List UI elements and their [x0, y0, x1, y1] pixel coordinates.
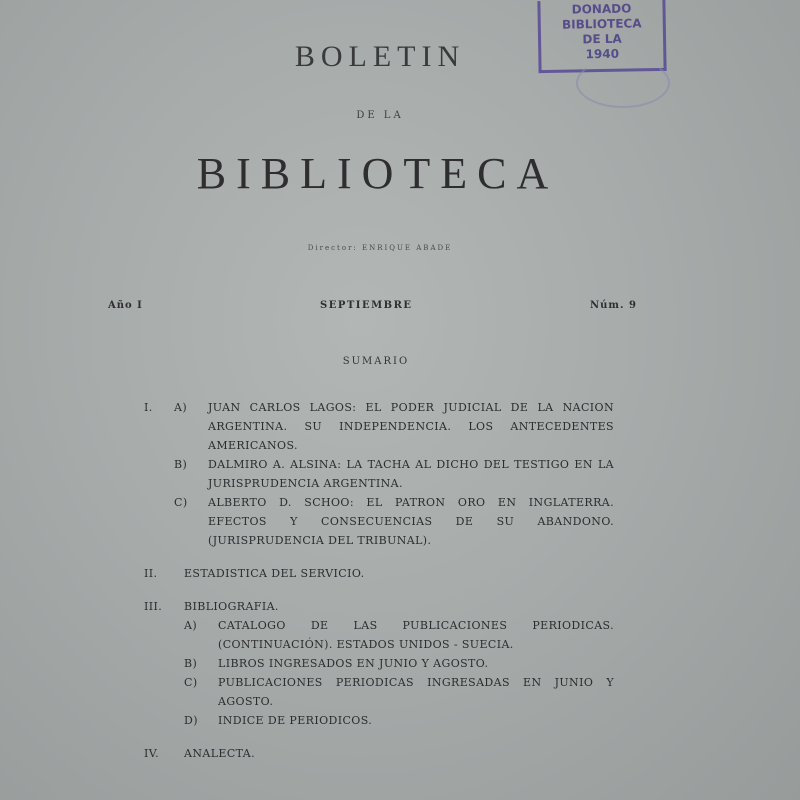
subitem-letter: D): [184, 714, 198, 727]
year-label: Año I: [108, 300, 143, 311]
toc-section: [144, 597, 614, 730]
toc-subitem: [184, 616, 614, 654]
stamp-line: 1940: [585, 46, 620, 62]
toc-subitem: [174, 398, 614, 455]
section-text: ANALECTA.: [184, 747, 256, 760]
subitem-text: CATALOGO DE LAS PUBLICACIONES PERIODICAS. (CONTINUACIÓN). ESTADOS UNIDOS - SUECIA.: [218, 619, 614, 651]
stamp-line: DONADO: [571, 1, 632, 17]
section-number: III.: [144, 600, 163, 613]
toc-subitem: [184, 654, 614, 673]
stamp-line: BIBLIOTECA: [561, 16, 642, 32]
toc-section: [144, 744, 614, 763]
subitem-letter: C): [174, 496, 188, 509]
month-label: SEPTIEMBRE: [320, 300, 413, 311]
toc-subitem: [184, 711, 614, 730]
subitem-text: PUBLICACIONES PERIODICAS INGRESADAS EN JUNIO Y AGOSTO.: [218, 676, 614, 708]
subitem-text: JUAN CARLOS LAGOS: EL PODER JUDICIAL DE LA NACION ARGENTINA. SU INDEPENDENCIA. LOS ANTECEDENTES AMERICANOS.: [208, 401, 614, 452]
table-of-contents: [144, 398, 614, 763]
section-text: ESTADISTICA DEL SERVICIO.: [184, 567, 365, 580]
subitem-letter: B): [174, 458, 188, 471]
subitem-text: LIBROS INGRESADOS EN JUNIO Y AGOSTO.: [218, 657, 489, 670]
section-number: I.: [144, 401, 153, 414]
section-text: BIBLIOGRAFIA.: [184, 600, 279, 613]
section-number: IV.: [144, 747, 160, 760]
subitem-letter: A): [174, 401, 188, 414]
toc-subitem: [174, 493, 614, 550]
toc-section: [144, 398, 614, 550]
subitem-text: DALMIRO A. ALSINA: LA TACHA AL DICHO DEL TESTIGO EN LA JURISPRUDENCIA ARGENTINA.: [208, 458, 614, 490]
subitem-text: INDICE DE PERIODICOS.: [218, 714, 373, 727]
subitem-letter: A): [184, 619, 198, 632]
title-main: BIBLIOTECA: [196, 149, 559, 198]
subitem-letter: B): [184, 657, 198, 670]
title-connector: DE LA: [356, 110, 404, 121]
toc-section: [144, 564, 614, 583]
director-line: Director: ENRIQUE ABADE: [307, 244, 453, 252]
stamp-line: DE LA: [582, 31, 622, 47]
subitem-text: ALBERTO D. SCHOO: EL PATRON ORO EN INGLATERRA. EFECTOS Y CONSECUENCIAS DE SU ABANDONO. (JURISPRUDENCIA DEL TRIBUNAL).: [208, 496, 614, 547]
toc-subitem: [184, 673, 614, 711]
issue-number: Núm. 9: [590, 300, 637, 311]
subitem-letter: C): [184, 676, 198, 689]
toc-subitem: [174, 455, 614, 493]
summary-heading: SUMARIO: [342, 356, 410, 367]
title-top: BOLETIN: [294, 40, 466, 73]
section-number: II.: [144, 567, 158, 580]
